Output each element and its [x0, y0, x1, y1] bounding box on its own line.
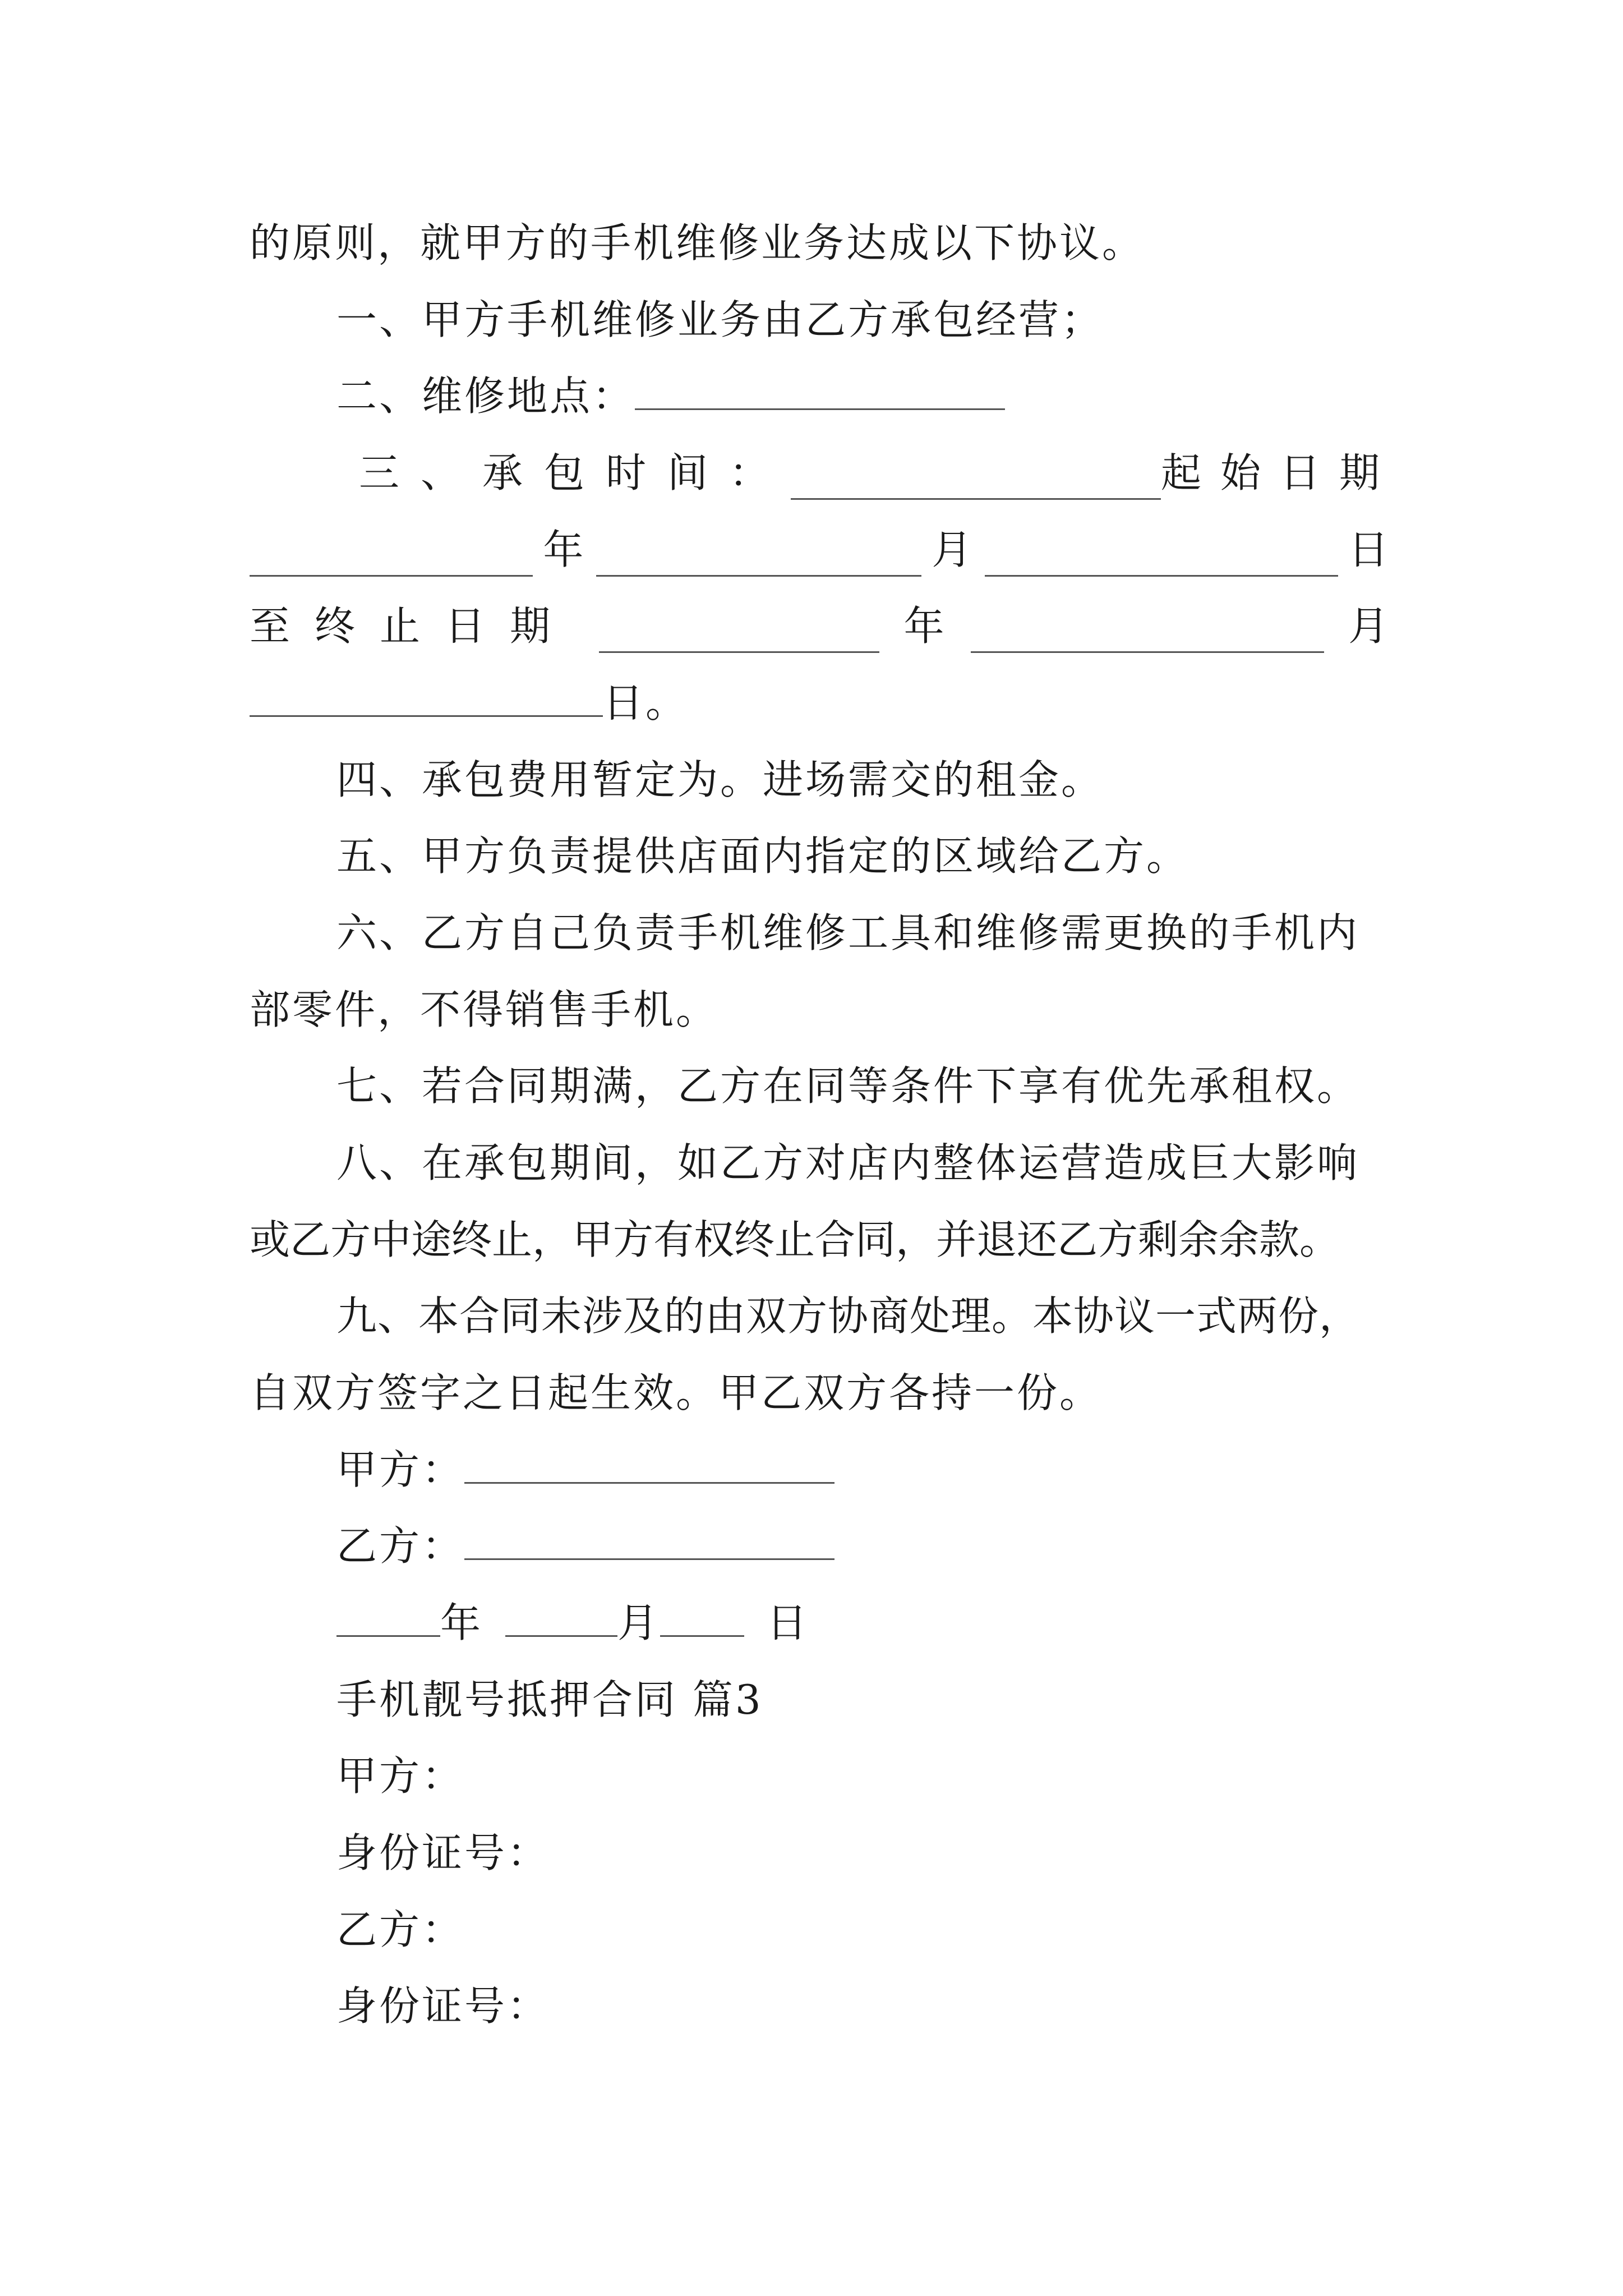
end-date-label: 至终止日期 [250, 602, 575, 650]
clause-3-start-label: 起始日期 [1161, 449, 1399, 496]
end-day-label: 日。 [603, 679, 689, 726]
start-date-row [250, 523, 1391, 577]
party-b-label: 乙方： [336, 1522, 465, 1570]
party-a-signature [336, 1443, 1391, 1497]
clause-5: 五、甲方负责提供店面内指定的区域给乙方。 [336, 832, 1189, 880]
sign-year-label: 年 [440, 1599, 483, 1646]
clause-7: 七、若合同期满，乙方在同等条件下享有优先承租权。 [336, 1062, 1360, 1110]
mortgage-party-b: 乙方： [336, 1906, 465, 1953]
start-day-blank [985, 540, 1338, 577]
end-month-label: 月 [1348, 602, 1391, 650]
clause-8-line-2: 或乙方中途终止，甲方有权终止合同，并退还乙方剩余余款。 [250, 1216, 1340, 1263]
clause-1: 一、甲方手机维修业务由乙方承包经营； [336, 296, 1104, 343]
section-heading: 手机靓号抵押合同 篇3 [336, 1676, 763, 1723]
sign-year-blank [336, 1600, 440, 1637]
start-day-label: 日 [1348, 526, 1391, 573]
party-b-signature [336, 1519, 1391, 1573]
end-day-row [250, 676, 1391, 730]
sign-month-blank [505, 1600, 617, 1637]
end-year-blank [599, 616, 879, 653]
sign-day-blank [660, 1600, 744, 1637]
end-year-label: 年 [903, 602, 947, 650]
clause-4: 四、承包费用暂定为。进场需交的租金。 [336, 756, 1104, 803]
end-date-row [250, 599, 1391, 653]
signing-date-row [336, 1596, 1391, 1650]
mortgage-party-b-id: 身份证号： [336, 1982, 550, 2030]
party-a-label: 甲方： [336, 1446, 465, 1493]
clause-2-label: 二、维修地点： [336, 372, 635, 420]
repair-location-blank [635, 374, 1005, 410]
clause-3-label: 三、承包时间： [359, 449, 791, 496]
clause-9-line-2: 自双方签字之日起生效。甲乙双方各持一份。 [250, 1369, 1103, 1416]
start-year-blank [250, 540, 533, 577]
clause-9-line-1: 九、本合同未涉及的由双方协商处理。本协议一式两份， [336, 1292, 1361, 1340]
party-b-blank [464, 1524, 834, 1560]
end-day-blank [250, 680, 603, 717]
contract-period-blank [791, 463, 1161, 500]
clause-6-line-1: 六、乙方自己负责手机维修工具和维修需更换的手机内 [336, 909, 1360, 956]
party-a-blank [464, 1447, 834, 1484]
mortgage-party-a: 甲方： [336, 1752, 465, 1800]
paragraph-principle: 的原则，就甲方的手机维修业务达成以下协议。 [250, 219, 1145, 266]
start-year-label: 年 [543, 526, 586, 573]
clause-3 [359, 446, 1399, 500]
start-month-blank [596, 540, 921, 577]
start-month-label: 月 [932, 526, 975, 573]
mortgage-party-a-id: 身份证号： [336, 1829, 550, 1876]
sign-month-label: 月 [617, 1599, 661, 1646]
sign-day-label: 日 [767, 1599, 810, 1646]
clause-2 [336, 369, 1391, 423]
clause-6-line-2: 部零件，不得销售手机。 [250, 986, 719, 1033]
clause-8-line-1: 八、在承包期间，如乙方对店内整体运营造成巨大影响 [336, 1139, 1360, 1186]
end-month-blank [971, 616, 1324, 653]
